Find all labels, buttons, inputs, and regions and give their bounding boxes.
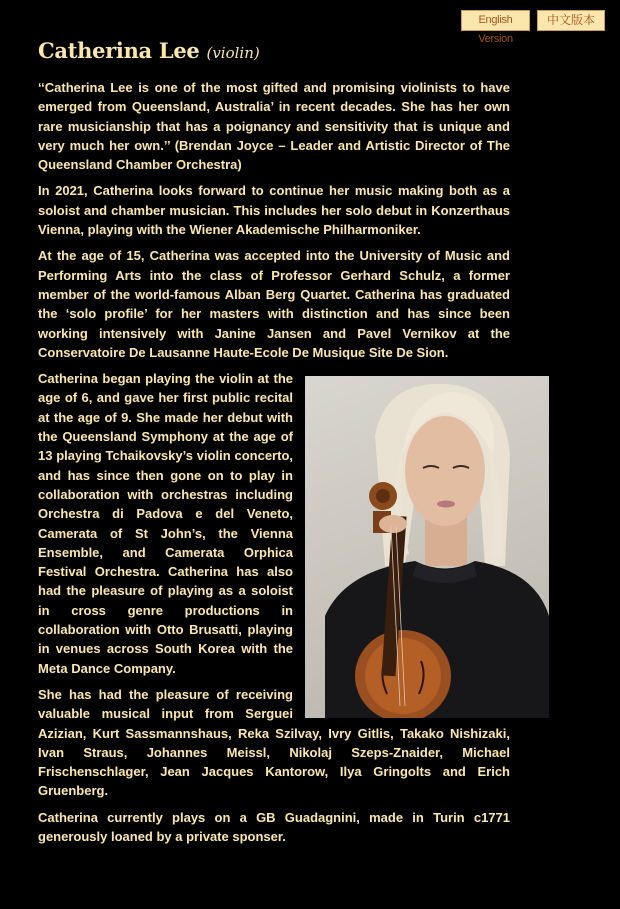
- bio-education: At the age of 15, Catherina was accepted into the University of Music and Performing Arts into the class of Professor Gerhard Schulz, a former member of the world-famous Alban Berg Quartet. Catherina has graduated the ‘solo profile’ for her masters with distinction and has since been working intensively with Janine Jansen and Pavel Vernikov at the Conservatoire De Lausanne Haute-Ecole De Musique Site De Sion.: [38, 248, 510, 360]
- bio-2021: In 2021, Catherina looks forward to continue her music making both as a soloist and chamber musician. This includes her solo debut in Konzerthaus Vienna, playing with the Wiener Akademische Philharmoniker.: [38, 183, 510, 238]
- bio-instrument: Catherina currently plays on a GB Guadagnini, made in Turin c1771 generously loaned by a private sponser.: [38, 809, 510, 844]
- artist-instrument: (violin): [206, 44, 260, 62]
- artist-name: Catherina Lee: [38, 38, 200, 63]
- page-title: [38, 38, 260, 63]
- biography: [38, 78, 510, 853]
- artist-photo: [305, 376, 549, 718]
- bio-mentors: She has had the pleasure of receiving valuable musical input from Serguei Azizian, Kurt Sassmannshaus, Reka Szilvay, Ivry Gitlis, Takako Nishizaki, Ivan Straus, Johannes Meissl, Nikolaj Szeps-Znaider, Michael Frischenschlager, Jean Jacques Kantorow, Ilya Gringolts and Erich Gruenberg.: [38, 686, 510, 799]
- bio-quote: ‘‘Catherina Lee is one of the most gifted and promising violinists to have emerged from Queensland, Australia’ in recent decades. She has her own rare musicianship that has a poignancy and sensitivity that is unique and very much her own.’’ (Brendan Joyce – Leader and Artistic Director of The Queensland Chamber Orchestra): [38, 80, 510, 173]
- english-version-button[interactable]: English Version: [461, 10, 530, 31]
- bio-early-career: Catherina began playing the violin at the age of 6, and gave her first public recital at the age of 9. She made her debut with the Queensland Symphony at the age of 13 playing Tchaikovsky’s violin concerto, and has since then gone on to play in collaboration with orchestras including Orchestra di Padova e del Veneto, Camerata of St John’s, the Vienna Ensemble, and Camerata Orphica Festival Orchestra. Catherina has also had the pleasure of playing as a soloist in cross genre productions in collaboration with Otto Brusatti, playing in venues across South Korea with the Meta Dance Company.: [38, 371, 293, 676]
- chinese-version-button[interactable]: 中文版本: [537, 10, 605, 31]
